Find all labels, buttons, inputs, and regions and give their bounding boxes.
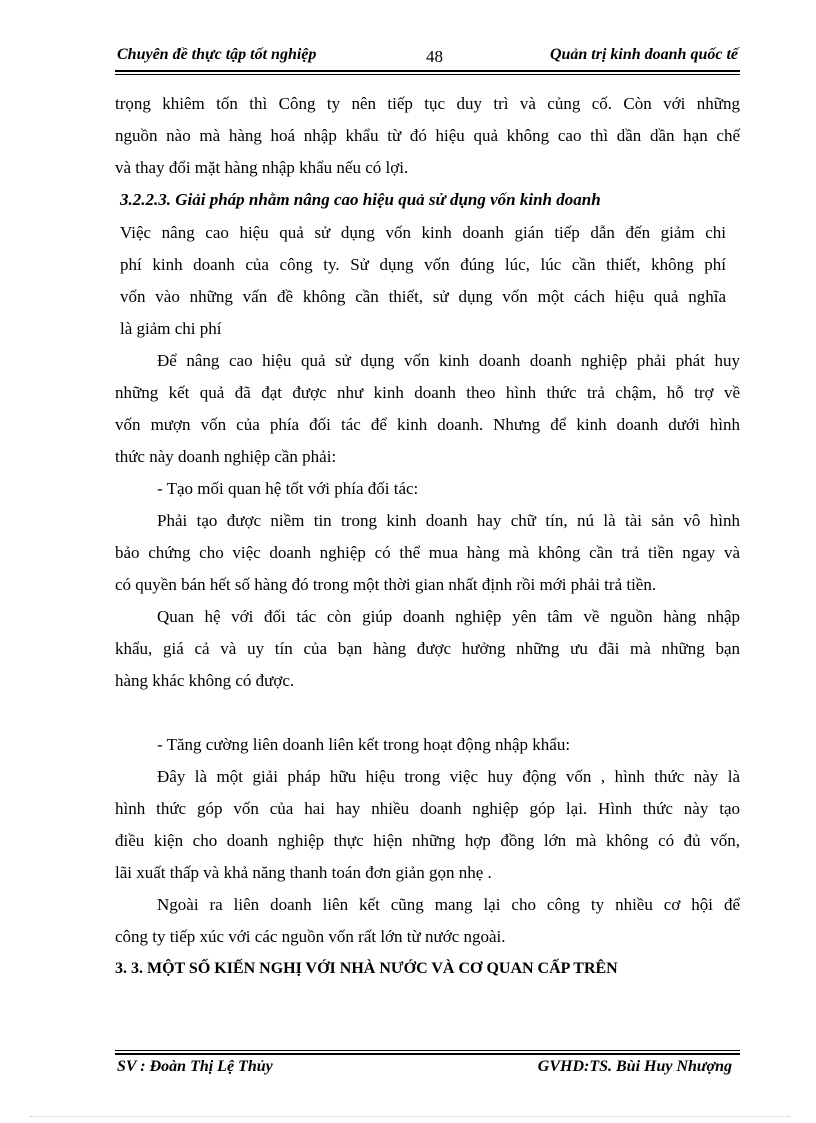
section-heading-33: 3. 3. MỘT SỐ KIẾN NGHỊ VỚI NHÀ NƯỚC VÀ CƠ QUAN CẤP TRÊN (115, 960, 618, 977)
header-title-left: Chuyên đề thực tập tốt nghiệp (117, 46, 317, 63)
text-line: và thay đổi mặt hàng nhập khẩu nếu có lợi. (115, 158, 409, 177)
text-line: hàng khác không có được. (115, 671, 295, 690)
page-number: 48 (426, 47, 443, 66)
text-line: Để nâng cao hiệu quả sử dụng vốn kinh doanh doanh nghiệp phải phát huy (157, 351, 740, 370)
text-line: là giảm chi phí (120, 319, 222, 338)
text-line: công ty tiếp xúc với các nguồn vốn rất lớn từ nước ngoài. (115, 927, 506, 946)
text-line: phí kinh doanh của công ty. Sử dụng vốn đúng lúc, lúc cần thiết, không phí (120, 255, 726, 274)
header-title-right: Quản trị kinh doanh quốc tế (549, 46, 738, 63)
text-line: nguồn nào mà hàng hoá nhập khẩu từ đó hiệu quả không cao thì dần dần hạn chế (115, 126, 740, 145)
footer-supervisor: GVHD:TS. Bùi Huy Nhượng (537, 1058, 732, 1075)
footer-student: SV : Đoàn Thị Lệ Thủy (117, 1058, 273, 1075)
page-edge-dots (30, 1116, 790, 1117)
header-rule-thin (115, 74, 740, 75)
text-line: có quyền bán hết số hàng đó trong một thời gian nhất định rồi mới phải trả tiền. (115, 575, 657, 594)
text-line: Quan hệ với đối tác còn giúp doanh nghiệp yên tâm về nguồn hàng nhập (157, 607, 740, 626)
text-line: khẩu, giá cả và uy tín của bạn hàng được hưởng những ưu đãi mà những bạn (115, 639, 740, 658)
text-line: Ngoài ra liên doanh liên kết cũng mang lại cho công ty nhiều cơ hội để (157, 895, 740, 914)
text-line: Phải tạo được niềm tin trong kinh doanh hay chữ tín, nú là tài sản vô hình (157, 511, 740, 530)
text-line: trọng khiêm tốn thì Công ty nên tiếp tục duy trì và củng cố. Còn với những (115, 94, 740, 113)
text-line: những kết quả đã đạt được như kinh doanh theo hình thức trả chậm, hỗ trợ về (115, 383, 740, 402)
header-rule-thick (115, 70, 740, 72)
text-line: vốn vào những vấn đề không cần thiết, sử dụng vốn một cách hiệu quả nghĩa (120, 287, 726, 306)
bullet-item: - Tạo mối quan hệ tốt với phía đối tác: (157, 479, 419, 498)
text-line: lãi xuất thấp và khả năng thanh toán đơn giản gọn nhẹ . (115, 863, 492, 882)
text-line: thức này doanh nghiệp cần phải: (115, 447, 337, 466)
bullet-item: - Tăng cường liên doanh liên kết trong hoạt động nhập khẩu: (157, 735, 571, 754)
footer-rule-thin (115, 1050, 740, 1051)
page-header (115, 44, 740, 70)
section-heading-3223: 3.2.2.3. Giải pháp nhằm nâng cao hiệu quả sử dụng vốn kinh doanh (120, 190, 601, 209)
footer-rule-thick (115, 1053, 740, 1055)
text-line: hình thức góp vốn của hai hay nhiều doanh nghiệp góp lại. Hình thức này tạo (115, 799, 740, 818)
text-line: vốn mượn vốn của phía đối tác để kinh doanh. Nhưng để kinh doanh dưới hình (115, 415, 740, 434)
text-line: Đây là một giải pháp hữu hiệu trong việc huy động vốn , hình thức này là (157, 767, 740, 786)
text-line: Việc nâng cao hiệu quả sử dụng vốn kinh doanh gián tiếp dẫn đến giảm chi (120, 223, 726, 242)
text-line: điều kiện cho doanh nghiệp thực hiện những hợp đồng lớn mà không có đủ vốn, (115, 831, 740, 850)
text-line: bảo chứng cho việc doanh nghiệp có thể mua hàng mà không cần trả tiền ngay và (115, 543, 740, 562)
